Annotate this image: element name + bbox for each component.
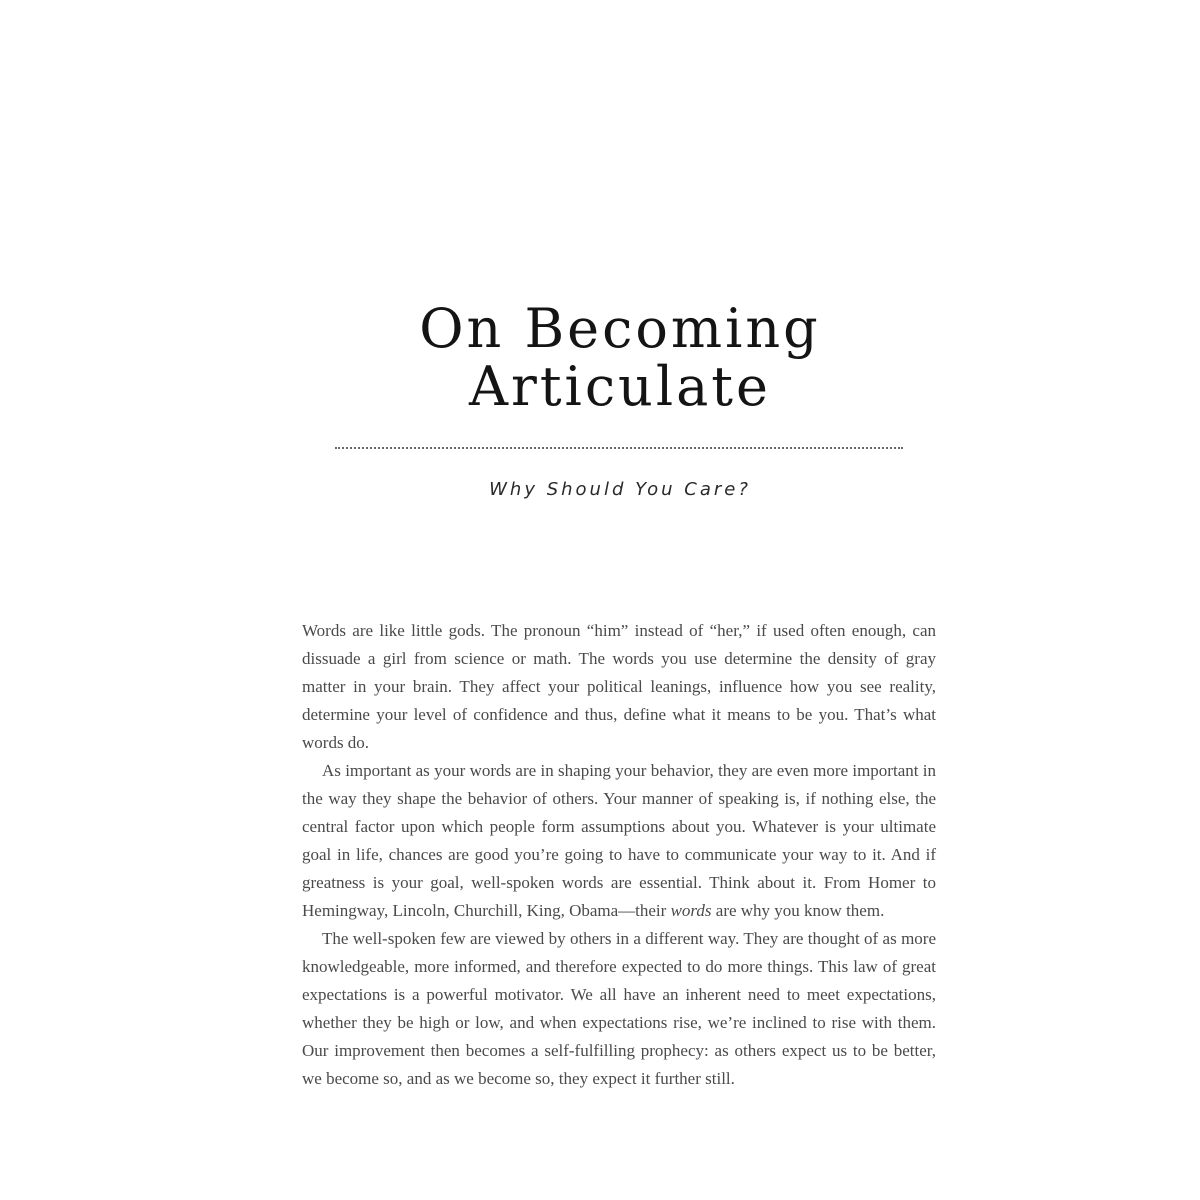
chapter-title [0,297,1200,418]
paragraph-3 [302,925,936,1093]
paragraph-1-text: Words are like little gods. The pronoun “him” instead of “her,” if used often enough, can dissuade a girl from science or math. The words you use determine the density of gray matter in your brain. They affect your political leanings, influence how you see reality, determine your level of confidence and thus, define what it means to be you. That’s what words do. [302,621,936,752]
paragraph-2-text-end: are why you know them. [715,901,885,920]
paragraph-2-emphasis: words [670,901,712,920]
chapter-title-line-1: On Becoming [419,297,821,360]
body-text [302,617,936,1093]
chapter-title-line-2: Articulate [469,355,771,418]
paragraph-2 [302,757,936,925]
paragraph-3-text: The well-spoken few are viewed by others in a different way. They are thought of as more knowledgeable, more informed, and therefore expected to do more things. This law of great expectations is a powerful motivator. We all have an inherent need to meet expectations, whether they be high or low, and when expectations rise, we’re inclined to rise with them. Our improvement then becomes a self-fulfilling prophecy: as others expect us to be better, we become so, and as we become so, they expect it further still. [302,929,936,1088]
dotted-divider [335,447,903,449]
paragraph-1 [302,617,936,757]
chapter-subtitle: Why Should You Care? [489,479,751,500]
paragraph-2-text: As important as your words are in shaping your behavior, they are even more important in the way they shape the behavior of others. Your manner of speaking is, if nothing else, the central factor upon which people form assumptions about you. Whatever is your ultimate goal in life, chances are good you’re going to have to communicate your way to it. And if greatness is your goal, well-spoken words are essential. Think about it. From Homer to Hemingway, Lincoln, Churchill, King, Obama—their [302,761,936,920]
